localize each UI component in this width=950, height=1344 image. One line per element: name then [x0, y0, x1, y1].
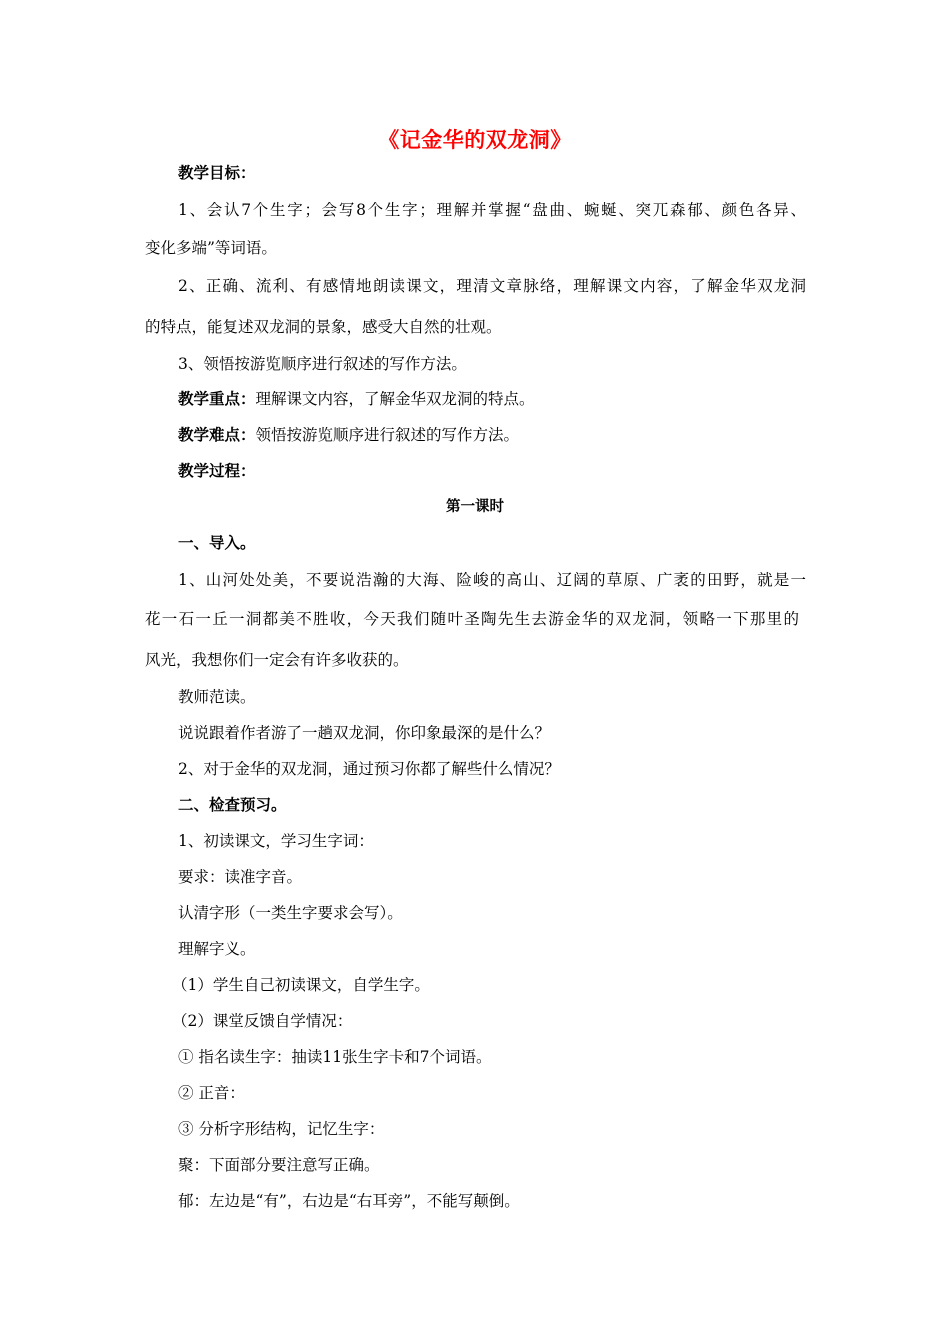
difficulty-label: 教学难点：	[178, 426, 256, 444]
intro-line-3: 风光，我想你们一定会有许多收获的。	[145, 651, 409, 669]
item-2: ② 正音：	[178, 1084, 245, 1102]
item-1: ① 指名读生字：抽读11张生字卡和7个词语。	[178, 1048, 492, 1066]
step-1: （1）学生自己初读课文，自学生字。	[172, 976, 430, 994]
char-yu-note: 郁：左边是“有”，右边是“右耳旁”，不能写颠倒。	[178, 1192, 520, 1210]
impression-question: 说说跟着作者游了一趟双龙洞，你印象最深的是什么？	[178, 724, 551, 742]
lesson-heading: 第一课时	[446, 499, 504, 515]
process-heading: 教学过程：	[178, 462, 256, 480]
first-read: 1、初读课文，学习生字词：	[178, 832, 374, 850]
teacher-reads: 教师范读。	[178, 688, 256, 706]
objectives-heading: 教学目标：	[178, 164, 256, 182]
recognize-shape: 认清字形（一类生字要求会写）。	[178, 904, 403, 922]
item-3: ③ 分析字形结构，记忆生字：	[178, 1120, 385, 1138]
intro-line-2: 花一石一丘一洞都美不胜收，今天我们随叶圣陶先生去游金华的双龙洞，领略一下那里的	[145, 610, 799, 628]
objective-2-line-1: 2、正确、流利、有感情地朗读课文，理清文章脉络，理解课文内容，了解金华双龙洞	[178, 277, 806, 295]
intro-line-1: 1、山河处处美，不要说浩瀚的大海、险峻的高山、辽阔的草原、广袤的田野，就是一	[178, 571, 806, 589]
section-2-heading: 二、检查预习。	[178, 796, 287, 814]
key-point-label: 教学重点：	[178, 390, 256, 408]
objective-1-line-2: 变化多端”等词语。	[145, 239, 277, 257]
preview-question: 2、对于金华的双龙洞，通过预习你都了解些什么情况？	[178, 760, 560, 778]
objective-1-line-1: 1、会认7个生字；会写8个生字；理解并掌握“盘曲、蜿蜒、突兀森郁、颜色各异、	[178, 201, 806, 219]
difficulty-text: 领悟按游览顺序进行叙述的写作方法。	[255, 426, 520, 444]
difficulty-point	[178, 425, 519, 445]
objective-2-line-2: 的特点，能复述双龙洞的景象，感受大自然的壮观。	[145, 318, 502, 336]
understand-meaning: 理解字义。	[178, 940, 256, 958]
document-title: 《记金华的双龙洞》	[378, 127, 572, 152]
objective-3: 3、领悟按游览顺序进行叙述的写作方法。	[178, 355, 467, 373]
key-point-text: 理解课文内容，了解金华双龙洞的特点。	[255, 390, 535, 408]
char-ju-note: 聚：下面部分要注意写正确。	[178, 1156, 380, 1174]
requirement: 要求：读准字音。	[178, 868, 303, 886]
step-2: （2）课堂反馈自学情况：	[172, 1012, 353, 1030]
section-1-heading: 一、导入。	[178, 534, 256, 552]
key-point	[178, 389, 535, 409]
